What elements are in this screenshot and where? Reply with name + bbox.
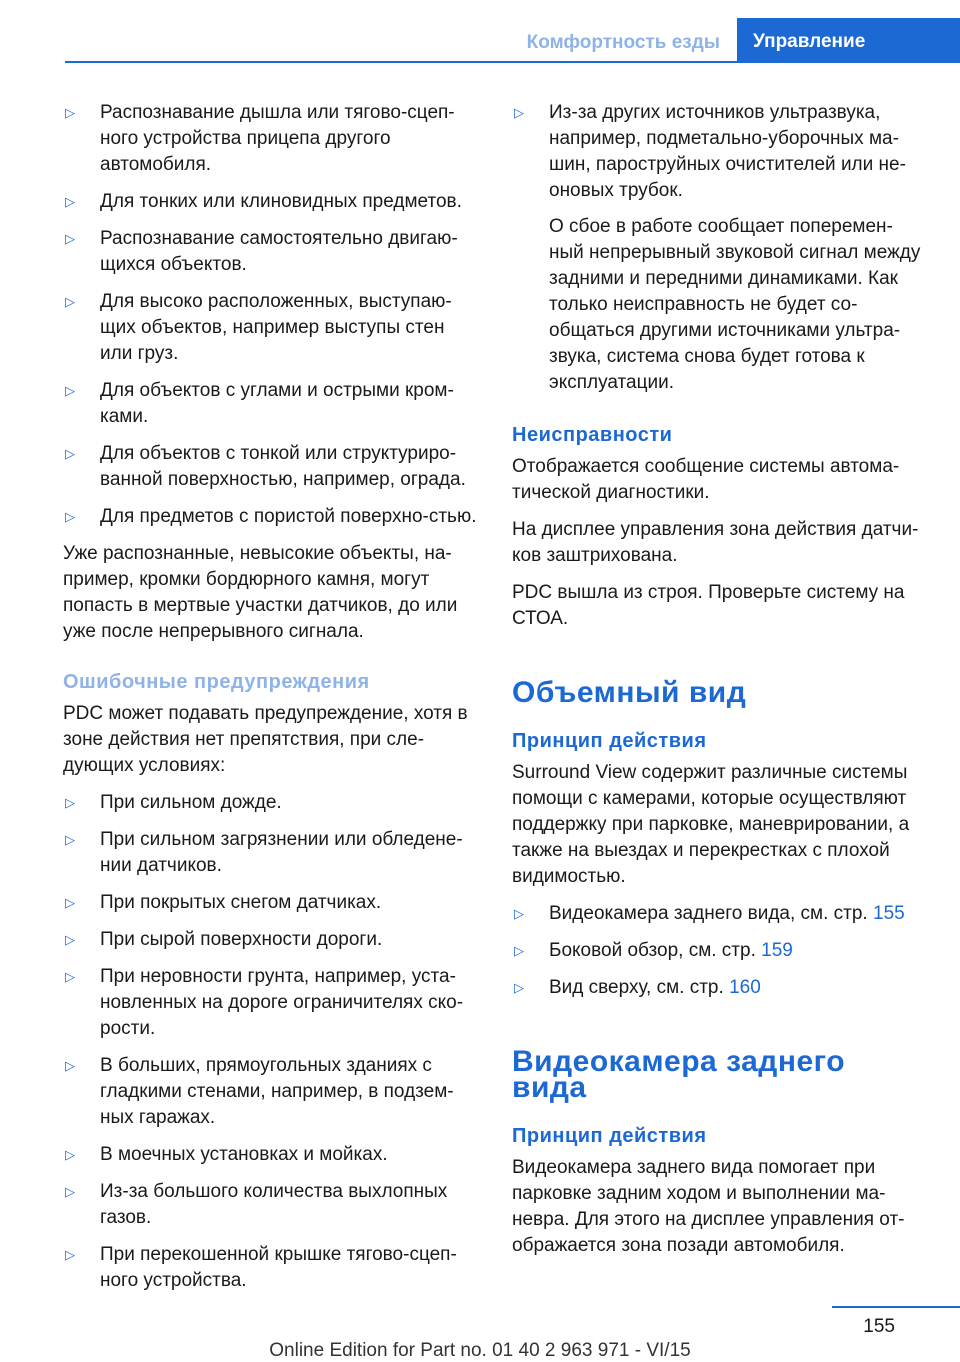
bullet-text: Для высоко расположенных, выступаю-щих объектов, например выступы стен или груз. bbox=[100, 291, 452, 364]
triangle-bullet-icon: ▷ bbox=[65, 294, 75, 309]
malfunctions-heading: Неисправности bbox=[512, 424, 673, 446]
bullet-text: В больших, прямоугольных зданиях с гладкими стенами, например, в подзем-ных гаражах. bbox=[100, 1055, 454, 1128]
header-chapter-tab: Управление bbox=[737, 18, 960, 62]
header-rule bbox=[65, 61, 960, 63]
triangle-bullet-icon: ▷ bbox=[65, 194, 75, 209]
bullet-text: Для объектов с тонкой или структуриро-ванной поверхностью, например, ограда. bbox=[100, 443, 466, 490]
false-warning-bullet bbox=[63, 927, 477, 953]
left-column bbox=[63, 100, 477, 1305]
triangle-bullet-icon: ▷ bbox=[65, 1247, 75, 1262]
page-number: 155 bbox=[863, 1316, 895, 1337]
limitations-list bbox=[63, 100, 477, 530]
ultrasound-bullet bbox=[512, 100, 926, 396]
malfunction-paragraph: PDC вышла из строя. Проверьте систему на СТОА. bbox=[512, 582, 905, 629]
bullet-text: При перекошенной крышке тягово-сцеп-ного устройства. bbox=[100, 1244, 457, 1291]
triangle-bullet-icon: ▷ bbox=[65, 383, 75, 398]
limitations-paragraph: Уже распознанные, невысокие объекты, на-пример, кромки бордюрного камня, могут попасть в мертвые участки датчиков, до или уже после непрерывного сигнала. bbox=[63, 543, 458, 642]
rear-camera-principle-heading: Принцип действия bbox=[512, 1125, 707, 1147]
bullet-text: При неровности грунта, например, уста-новленных на дороге ограничителях ско-рости. bbox=[100, 966, 464, 1039]
triangle-bullet-icon: ▷ bbox=[65, 231, 75, 246]
triangle-bullet-icon: ▷ bbox=[65, 446, 75, 461]
surround-view-ref-bullet bbox=[512, 938, 926, 964]
false-warning-bullet bbox=[63, 1242, 477, 1294]
triangle-bullet-icon: ▷ bbox=[65, 1058, 75, 1073]
surround-view-references bbox=[512, 901, 926, 1001]
ref-text bbox=[549, 938, 926, 964]
bullet-text: В моечных установках и мойках. bbox=[100, 1144, 388, 1165]
bullet-text: Для тонких или клиновидных предметов. bbox=[100, 191, 462, 212]
limitation-bullet bbox=[63, 378, 477, 430]
false-warnings-intro: PDC может подавать предупреждение, хотя в зоне действия нет препятствия, при сле-дующих условиях: bbox=[63, 703, 468, 776]
triangle-bullet-icon: ▷ bbox=[65, 795, 75, 810]
triangle-bullet-icon: ▷ bbox=[514, 980, 524, 995]
right-column bbox=[512, 100, 926, 1270]
ref-label: Вид сверху, см. стр. bbox=[549, 977, 730, 998]
triangle-bullet-icon: ▷ bbox=[65, 105, 75, 120]
bullet-text: Распознавание дышла или тягово-сцеп-ного устройства прицепа другого автомобиля. bbox=[100, 102, 455, 175]
malfunctions-text bbox=[512, 454, 926, 632]
bullet-text: Для объектов с углами и острыми кром-ками. bbox=[100, 380, 454, 427]
ultrasound-bullet-note: О сбое в работе сообщает поперемен-ный непрерывный звуковой сигнал между задними и передними динамиками. Как только неисправность не будет со-общаться другими источниками ультра-звука, система снова будет готова к эксплуатации. bbox=[549, 216, 921, 393]
edition-footer: Online Edition for Part no. 01 40 2 963 971 - VI/15 bbox=[269, 1340, 691, 1361]
rear-camera-paragraph: Видеокамера заднего вида помогает при парковке задним ходом и выполнении ма-невра. Для этого на дисплее управления от-ображается зона позади автомобиля. bbox=[512, 1157, 905, 1256]
false-warning-bullet bbox=[63, 890, 477, 916]
triangle-bullet-icon: ▷ bbox=[65, 832, 75, 847]
bullet-text: Из-за большого количества выхлопных газов. bbox=[100, 1181, 448, 1228]
triangle-bullet-icon: ▷ bbox=[65, 1184, 75, 1199]
false-warnings-list bbox=[63, 790, 477, 1294]
header-section-title: Комфортность езды bbox=[526, 32, 720, 53]
malfunction-paragraph: Отображается сообщение системы автома-тической диагностики. bbox=[512, 456, 900, 503]
triangle-bullet-icon: ▷ bbox=[65, 932, 75, 947]
bullet-text: При покрытых снегом датчиках. bbox=[100, 892, 382, 913]
triangle-bullet-icon: ▷ bbox=[514, 906, 524, 921]
false-warning-bullet bbox=[63, 1179, 477, 1231]
page-link[interactable]: 159 bbox=[761, 940, 793, 961]
limitation-bullet bbox=[63, 504, 477, 530]
triangle-bullet-icon: ▷ bbox=[65, 1147, 75, 1162]
limitation-bullet bbox=[63, 226, 477, 278]
bullet-text: При сильном загрязнении или обледене-нии датчиков. bbox=[100, 829, 463, 876]
footer-rule bbox=[832, 1306, 960, 1308]
false-warning-bullet bbox=[63, 1142, 477, 1168]
limitation-bullet bbox=[63, 189, 477, 215]
surround-view-principle-heading: Принцип действия bbox=[512, 730, 707, 752]
surround-view-ref-bullet bbox=[512, 975, 926, 1001]
limitation-bullet bbox=[63, 289, 477, 367]
ref-text bbox=[549, 975, 926, 1001]
false-warning-bullet bbox=[63, 1053, 477, 1131]
malfunction-paragraph: На дисплее управления зона действия датчи-ков заштрихована. bbox=[512, 519, 919, 566]
false-warning-bullet bbox=[63, 790, 477, 816]
page-link[interactable]: 160 bbox=[729, 977, 761, 998]
page-link[interactable]: 155 bbox=[873, 903, 905, 924]
surround-view-paragraph: Surround View содержит различные системы помощи с камерами, которые осуществляют поддержку при парковке, маневрировании, а также на выездах и перекрестках с плохой видимостью. bbox=[512, 762, 910, 887]
bullet-text: Для предметов с пористой поверхно-стью. bbox=[100, 506, 477, 527]
triangle-bullet-icon: ▷ bbox=[514, 943, 524, 958]
limitation-bullet bbox=[63, 441, 477, 493]
bullet-text: При сырой поверхности дороги. bbox=[100, 929, 383, 950]
limitation-bullet bbox=[63, 100, 477, 178]
surround-view-title: Объемный вид bbox=[512, 676, 747, 709]
ref-label: Видеокамера заднего вида, см. стр. bbox=[549, 903, 873, 924]
surround-view-ref-bullet bbox=[512, 901, 926, 927]
triangle-bullet-icon: ▷ bbox=[65, 969, 75, 984]
triangle-bullet-icon: ▷ bbox=[65, 895, 75, 910]
false-warnings-heading: Ошибочные предупреждения bbox=[63, 671, 370, 693]
rear-camera-title: Видеокамера заднего вида bbox=[512, 1045, 846, 1104]
bullet-text: Распознавание самостоятельно двигаю-щихся объектов. bbox=[100, 228, 458, 275]
ultrasound-bullet-text: Из-за других источников ультразвука, например, подметально-уборочных ма-шин, пароструйных очистителей или не-оновых трубок. bbox=[549, 102, 906, 201]
false-warning-bullet bbox=[63, 964, 477, 1042]
triangle-bullet-icon: ▷ bbox=[65, 509, 75, 524]
ref-text bbox=[549, 901, 926, 927]
bullet-text: При сильном дожде. bbox=[100, 792, 282, 813]
ref-label: Боковой обзор, см. стр. bbox=[549, 940, 762, 961]
triangle-bullet-icon: ▷ bbox=[514, 105, 524, 120]
false-warning-bullet bbox=[63, 827, 477, 879]
